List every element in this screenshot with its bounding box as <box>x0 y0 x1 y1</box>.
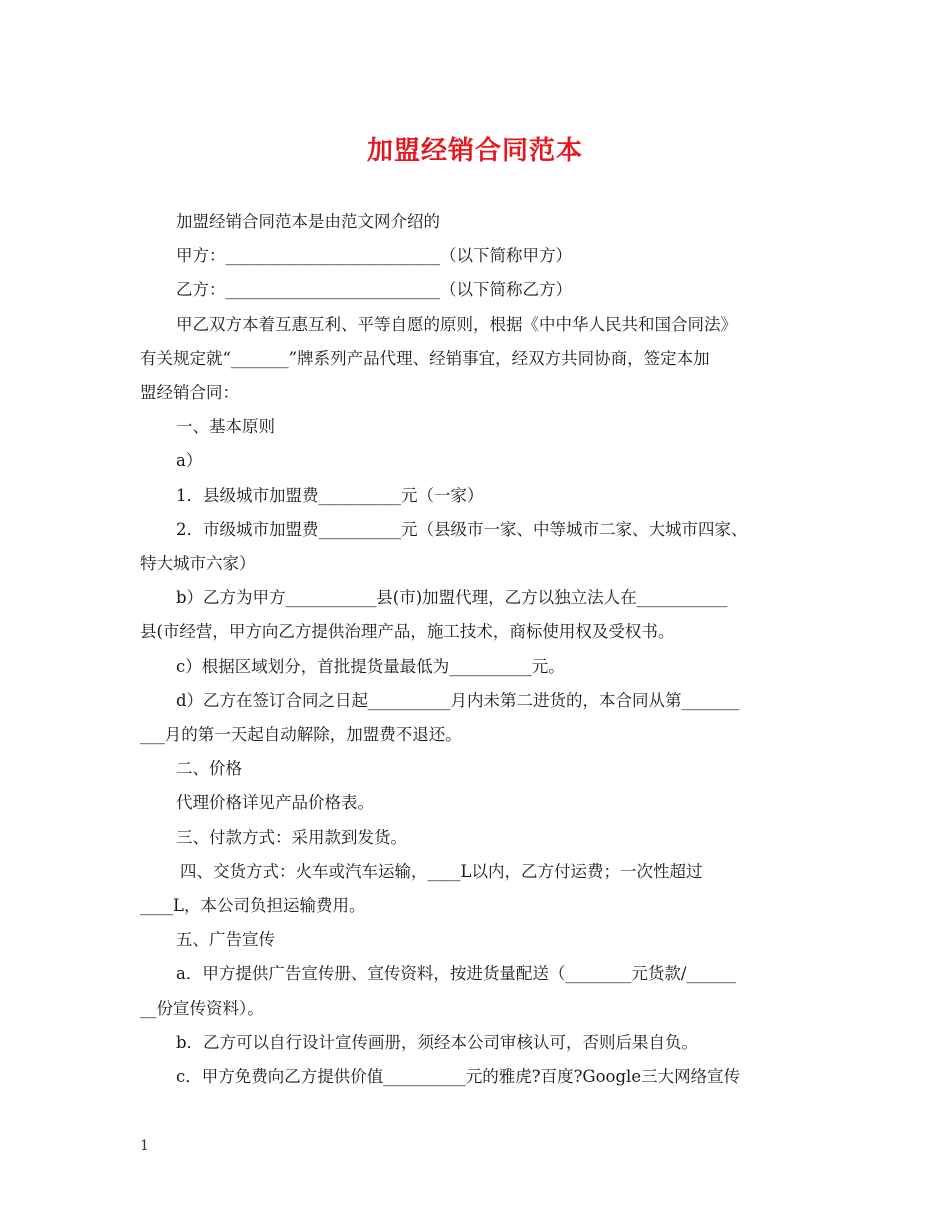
list-item: c）根据区域划分，首批提货量最低为__________元。 <box>176 656 565 676</box>
paragraph-line: 加盟经销合同范本是由范文网介绍的 <box>176 212 440 231</box>
document-body <box>140 205 812 1094</box>
list-item: 2．市级城市加盟费__________元（县级市一家、中等城市二家、大城市四家、 <box>176 519 748 539</box>
paragraph-line: 特大城市六家） <box>140 554 256 574</box>
list-item: a．甲方提供广告宣传册、宣传资料，按进货量配送（________元货款/______ <box>176 964 736 984</box>
page-number: 1 <box>140 1138 149 1154</box>
section-heading: 五、广告宣传 <box>176 930 275 950</box>
paragraph-line: 盟经销合同： <box>140 383 239 403</box>
document-title: 加盟经销合同范本 <box>366 136 583 166</box>
list-item: b）乙方为甲方___________县(市)加盟代理，乙方以独立法人在___________ <box>176 588 728 608</box>
list-item: c．甲方免费向乙方提供价值__________元的雅虎?百度?Google三大网络宣传 <box>176 1067 741 1087</box>
paragraph-line: ___月的第一天起自动解除，加盟费不退还。 <box>140 725 462 745</box>
section-heading: 一、基本原则 <box>176 417 275 437</box>
party-a-line: 甲方：__________________________（以下简称甲方） <box>176 246 572 266</box>
paragraph-line: 甲乙双方本着互惠互利、平等自愿的原则，根据《中中华人民共和国合同法》 <box>176 314 737 334</box>
paragraph-line: 代理价格详见产品价格表。 <box>176 793 374 813</box>
list-item: b．乙方可以自行设计宣传画册，须经本公司审核认可，否则后果自负。 <box>176 1032 699 1052</box>
paragraph-line: 有关规定就“_______”牌系列产品代理、经销事宜，经双方共同协商，签定本加 <box>140 348 710 368</box>
list-item: 1．县级城市加盟费__________元（一家） <box>176 485 484 505</box>
paragraph-line: 县(市经营，甲方向乙方提供治理产品，施工技术，商标使用权及受权书。 <box>140 622 675 642</box>
paragraph-line: __份宣传资料）。 <box>140 998 264 1018</box>
section-heading: 四、交货方式：火车或汽车运输，____L以内，乙方付运费；一次性超过 <box>180 861 703 881</box>
list-item-label: a） <box>176 451 203 471</box>
party-b-line: 乙方：__________________________（以下简称乙方） <box>176 280 572 300</box>
section-heading: 二、价格 <box>176 759 242 779</box>
list-item: d）乙方在签订合同之日起__________月内未第二进货的，本合同从第_______ <box>176 690 740 710</box>
section-heading: 三、付款方式：采用款到发货。 <box>176 827 407 847</box>
paragraph-line: ____L，本公司负担运输费用。 <box>140 896 366 916</box>
